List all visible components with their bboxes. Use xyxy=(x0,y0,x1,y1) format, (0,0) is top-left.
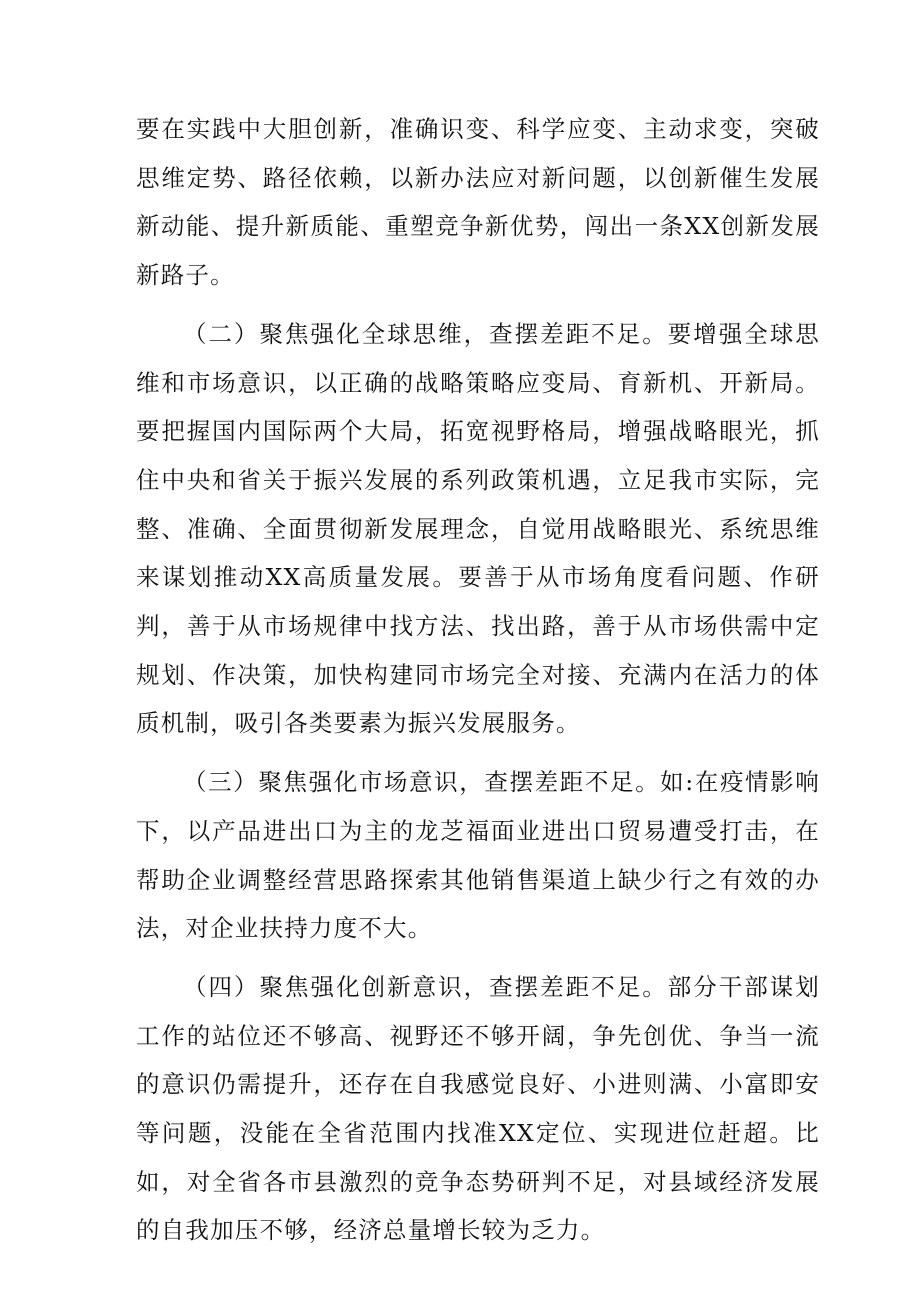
paragraph-section-4: （四）聚焦强化创新意识，查摆差距不足。部分干部谋划工作的站位还不够高、视野还不够开阔，争先创优、争当一流的意识仍需提升，还存在自我感觉良好、小进则满、小富即安等问题，没能在全省范围内找准XX定位、实现进位赶超。比如，对全省各市县激烈的竞争态势研判不足，对县域经济发展的自我加压不够，经济总量增长较为乏力。 xyxy=(136,972,820,1245)
paragraph-section-3: （三）聚焦强化市场意识，查摆差距不足。如:在疫情影响下，以产品进出口为主的龙芝福面业进出口贸易遭受打击，在帮助企业调整经营思路探索其他销售渠道上缺少行之有效的办法，对企业扶持力度不大。 xyxy=(136,768,820,943)
paragraph-section-2: （二）聚焦强化全球思维，查摆差距不足。要增强全球思维和市场意识，以正确的战略策略应变局、育新机、开新局。要把握国内国际两个大局，拓宽视野格局，增强战略眼光，抓住中央和省关于振兴发展的系列政策机遇，立足我市实际，完整、准确、全面贯彻新发展理念，自觉用战略眼光、系统思维来谋划推动XX高质量发展。要善于从市场角度看问题、作研判，善于从市场规律中找方法、找出路，善于从市场供需中定规划、作决策，加快构建同市场完全对接、充满内在活力的体质机制，吸引各类要素为振兴发展服务。 xyxy=(136,319,820,738)
paragraph-continuation: 要在实践中大胆创新，准确识变、科学应变、主动求变，突破思维定势、路径依赖，以新办法应对新问题，以创新催生发展新动能、提升新质能、重塑竞争新优势，闯出一条XX创新发展新路子。 xyxy=(136,115,820,290)
